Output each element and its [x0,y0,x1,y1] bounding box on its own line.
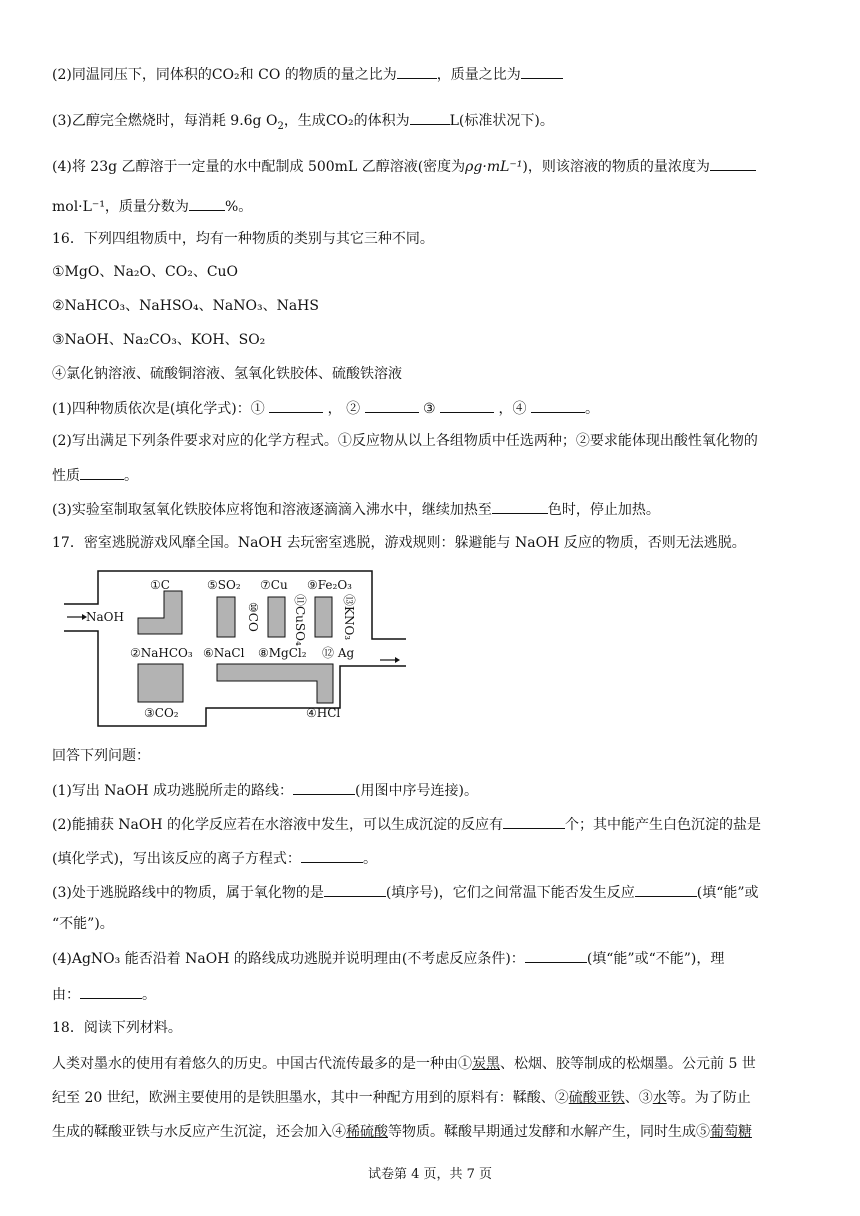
text: 由： [52,987,80,1003]
page-footer: 试卷第 4 页，共 7 页 [367,1167,493,1182]
answer-blank[interactable] [269,398,323,413]
text: ，质量之比为 [436,67,521,83]
answer-blank[interactable] [521,64,563,79]
subscript: 2 [277,120,284,132]
q16-group4: ④氯化钠溶液、硫酸铜溶液、氢氧化铁胶体、硫酸铁溶液 [52,366,402,382]
text: 的体积为 [353,113,410,129]
answer-blank[interactable] [80,984,142,999]
block-co2 [138,664,183,702]
text: 纪至 20 世纪，欧洲主要使用的是铁胆墨水，其中一种配方用到的原料有：鞣酸、② [52,1090,569,1106]
text: (2)同温同压下，同体积的 [52,67,212,83]
underlined-term: 水 [652,1090,667,1106]
underlined-term: 炭黑 [472,1056,500,1072]
entry-label: NaOH [86,610,124,624]
label-nahco3: ②NaHCO₃ [130,646,193,660]
text: mol·L⁻¹，质量分数为 [52,199,189,215]
text: 、松烟、胶等制成的松烟墨。公元前 5 世 [500,1056,756,1072]
q16-part2-cont [52,465,138,486]
text: 色时，停止加热。 [547,502,660,518]
q17-part3 [52,882,759,903]
block-hcl [217,664,333,703]
text: 个；其中能产生白色沉淀的盐是 [565,817,762,833]
text: (填“能”或“不能”)，理 [586,951,725,967]
text: (填化学式)，写出该反应的离子方程式： [52,851,301,867]
formula-co2: CO₂ [325,113,354,129]
q17-answer-prompt: 回答下列问题： [52,748,150,764]
q15-part3 [52,110,554,137]
text: ，生成 [283,113,326,129]
text: (1)写出 NaOH 成功逃脱所走的路线： [52,783,294,799]
answer-blank[interactable] [410,110,450,125]
text: (填序号)，它们之间常温下能否发生反应 [385,885,635,901]
q15-part4-cont [52,196,252,217]
label-cu: ⑦Cu [260,578,288,592]
text: ③ [423,401,436,417]
text: 。 [124,468,138,484]
text: (用图中序号连接)。 [355,783,478,799]
formula-co2: CO₂ [211,67,240,83]
answer-blank[interactable] [365,398,419,413]
label-so2: ⑤SO₂ [207,578,241,592]
q16-group1: ①MgO、Na₂O、CO₂、CuO [52,264,239,280]
underlined-term: 稀硫酸 [346,1124,388,1140]
q16-group2: ②NaHCO₃、NaHSO₄、NaNO₃、NaHS [52,298,319,314]
answer-blank[interactable] [293,780,355,795]
escape-room-diagram [64,566,406,730]
text: 。 [362,851,377,867]
label-c: ①C [150,578,170,592]
answer-blank[interactable] [301,848,363,863]
answer-blank[interactable] [80,465,124,480]
block-fe2o3 [315,597,332,637]
q15-part4 [52,156,756,177]
q17-title: 17．密室逃脱游戏风靡全国。NaOH 去玩密室逃脱，游戏规则：躲避能与 NaOH 反应的物质，否则无法逃脱。 [52,535,746,551]
label-ag: ⑫ Ag [322,646,355,660]
label-kno3: ⑬KNO₃ [342,594,356,641]
underlined-term: 硫酸亚铁 [568,1090,625,1106]
answer-blank[interactable] [397,64,437,79]
text: (2)能捕获 NaOH 的化学反应若在水溶液中发生，可以生成沉淀的反应有 [52,817,504,833]
text: (3)处于逃脱路线中的物质，属于氧化物的是 [52,885,324,901]
label-co: ⑩CO [246,602,260,632]
density-unit: ρg·mL⁻¹ [465,159,523,175]
q17-part2-cont [52,848,377,869]
underlined-term: 葡萄糖 [710,1124,752,1140]
text: (3)实验室制取氢氧化铁胶体应将饱和溶液逐滴滴入沸水中，继续加热至 [52,502,492,518]
block-c [138,591,182,634]
q16-part1 [52,398,599,419]
q18-title: 18．阅读下列材料。 [52,1020,182,1036]
text: 、③ [624,1090,653,1106]
text: ，④ [498,401,527,417]
text: 和 CO 的物质的量之比为 [239,67,397,83]
text: (3)乙醇完全燃烧时，每消耗 9.6g O [52,113,278,129]
answer-blank[interactable] [710,156,756,171]
label-co2: ③CO₂ [144,706,179,720]
answer-blank[interactable] [525,948,587,963]
text: (1)四种物质依次是(填化学式)：① [52,401,265,417]
q17-part4 [52,948,724,969]
q16-title: 16．下列四组物质中，均有一种物质的类别与其它三种不同。 [52,231,434,247]
answer-blank[interactable] [324,882,386,897]
q15-part2 [52,64,563,85]
label-fe2o3: ⑨Fe₂O₃ [307,578,352,592]
block-so2 [217,597,235,637]
q17-part3-cont: “不能”)。 [52,916,114,932]
text: 人类对墨水的使用有着悠久的历史。中国古代流传最多的是一种由① [52,1056,472,1072]
text: (4)AgNO₃ 能否沿着 NaOH 的路线成功逃脱并说明理由(不考虑反应条件)： [52,951,525,967]
text: 等物质。鞣酸早期通过发酵和水解产生，同时生成⑤ [388,1124,710,1140]
q17-part1 [52,780,478,801]
q18-paragraph-line2 [52,1088,751,1108]
q16-part3 [52,499,660,520]
label-cuso4: ⑪CuSO₄ [293,594,307,646]
text: ， ② [327,401,361,417]
answer-blank[interactable] [531,398,585,413]
q18-paragraph-line1 [52,1054,756,1074]
text: 等。为了防止 [666,1090,751,1106]
q17-part4-cont [52,984,156,1005]
text: (4)将 23g 乙醇溶于一定量的水中配制成 500mL 乙醇溶液(密度为 [52,159,466,175]
text: %。 [224,199,253,215]
answer-blank[interactable] [189,196,225,211]
answer-blank[interactable] [503,814,565,829]
q16-part2: (2)写出满足下列条件要求对应的化学方程式。①反应物从以上各组物质中任选两种；②要求能体现出酸性氧化物的 [52,433,758,449]
label-mgcl2: ⑧MgCl₂ [258,646,307,660]
text: )，则该溶液的物质的量浓度为 [522,159,710,175]
exit-arrow-head [395,657,400,663]
q17-part2 [52,814,761,835]
text: 生成的鞣酸亚铁与水反应产生沉淀，还会加入④ [52,1124,346,1140]
label-nacl: ⑥NaCl [203,646,245,660]
text: 。 [142,987,156,1003]
block-cu [268,597,285,637]
text: 性质 [52,468,80,484]
text: (填“能”或 [696,885,759,901]
text: 。 [584,401,599,417]
answer-blank[interactable] [440,398,494,413]
q16-group3: ③NaOH、Na₂CO₃、KOH、SO₂ [52,332,266,348]
answer-blank[interactable] [635,882,697,897]
q18-paragraph-line3 [52,1122,752,1142]
answer-blank[interactable] [492,499,548,514]
label-hcl: ④HCl [306,706,341,720]
text: L(标准状况下)。 [449,113,554,129]
